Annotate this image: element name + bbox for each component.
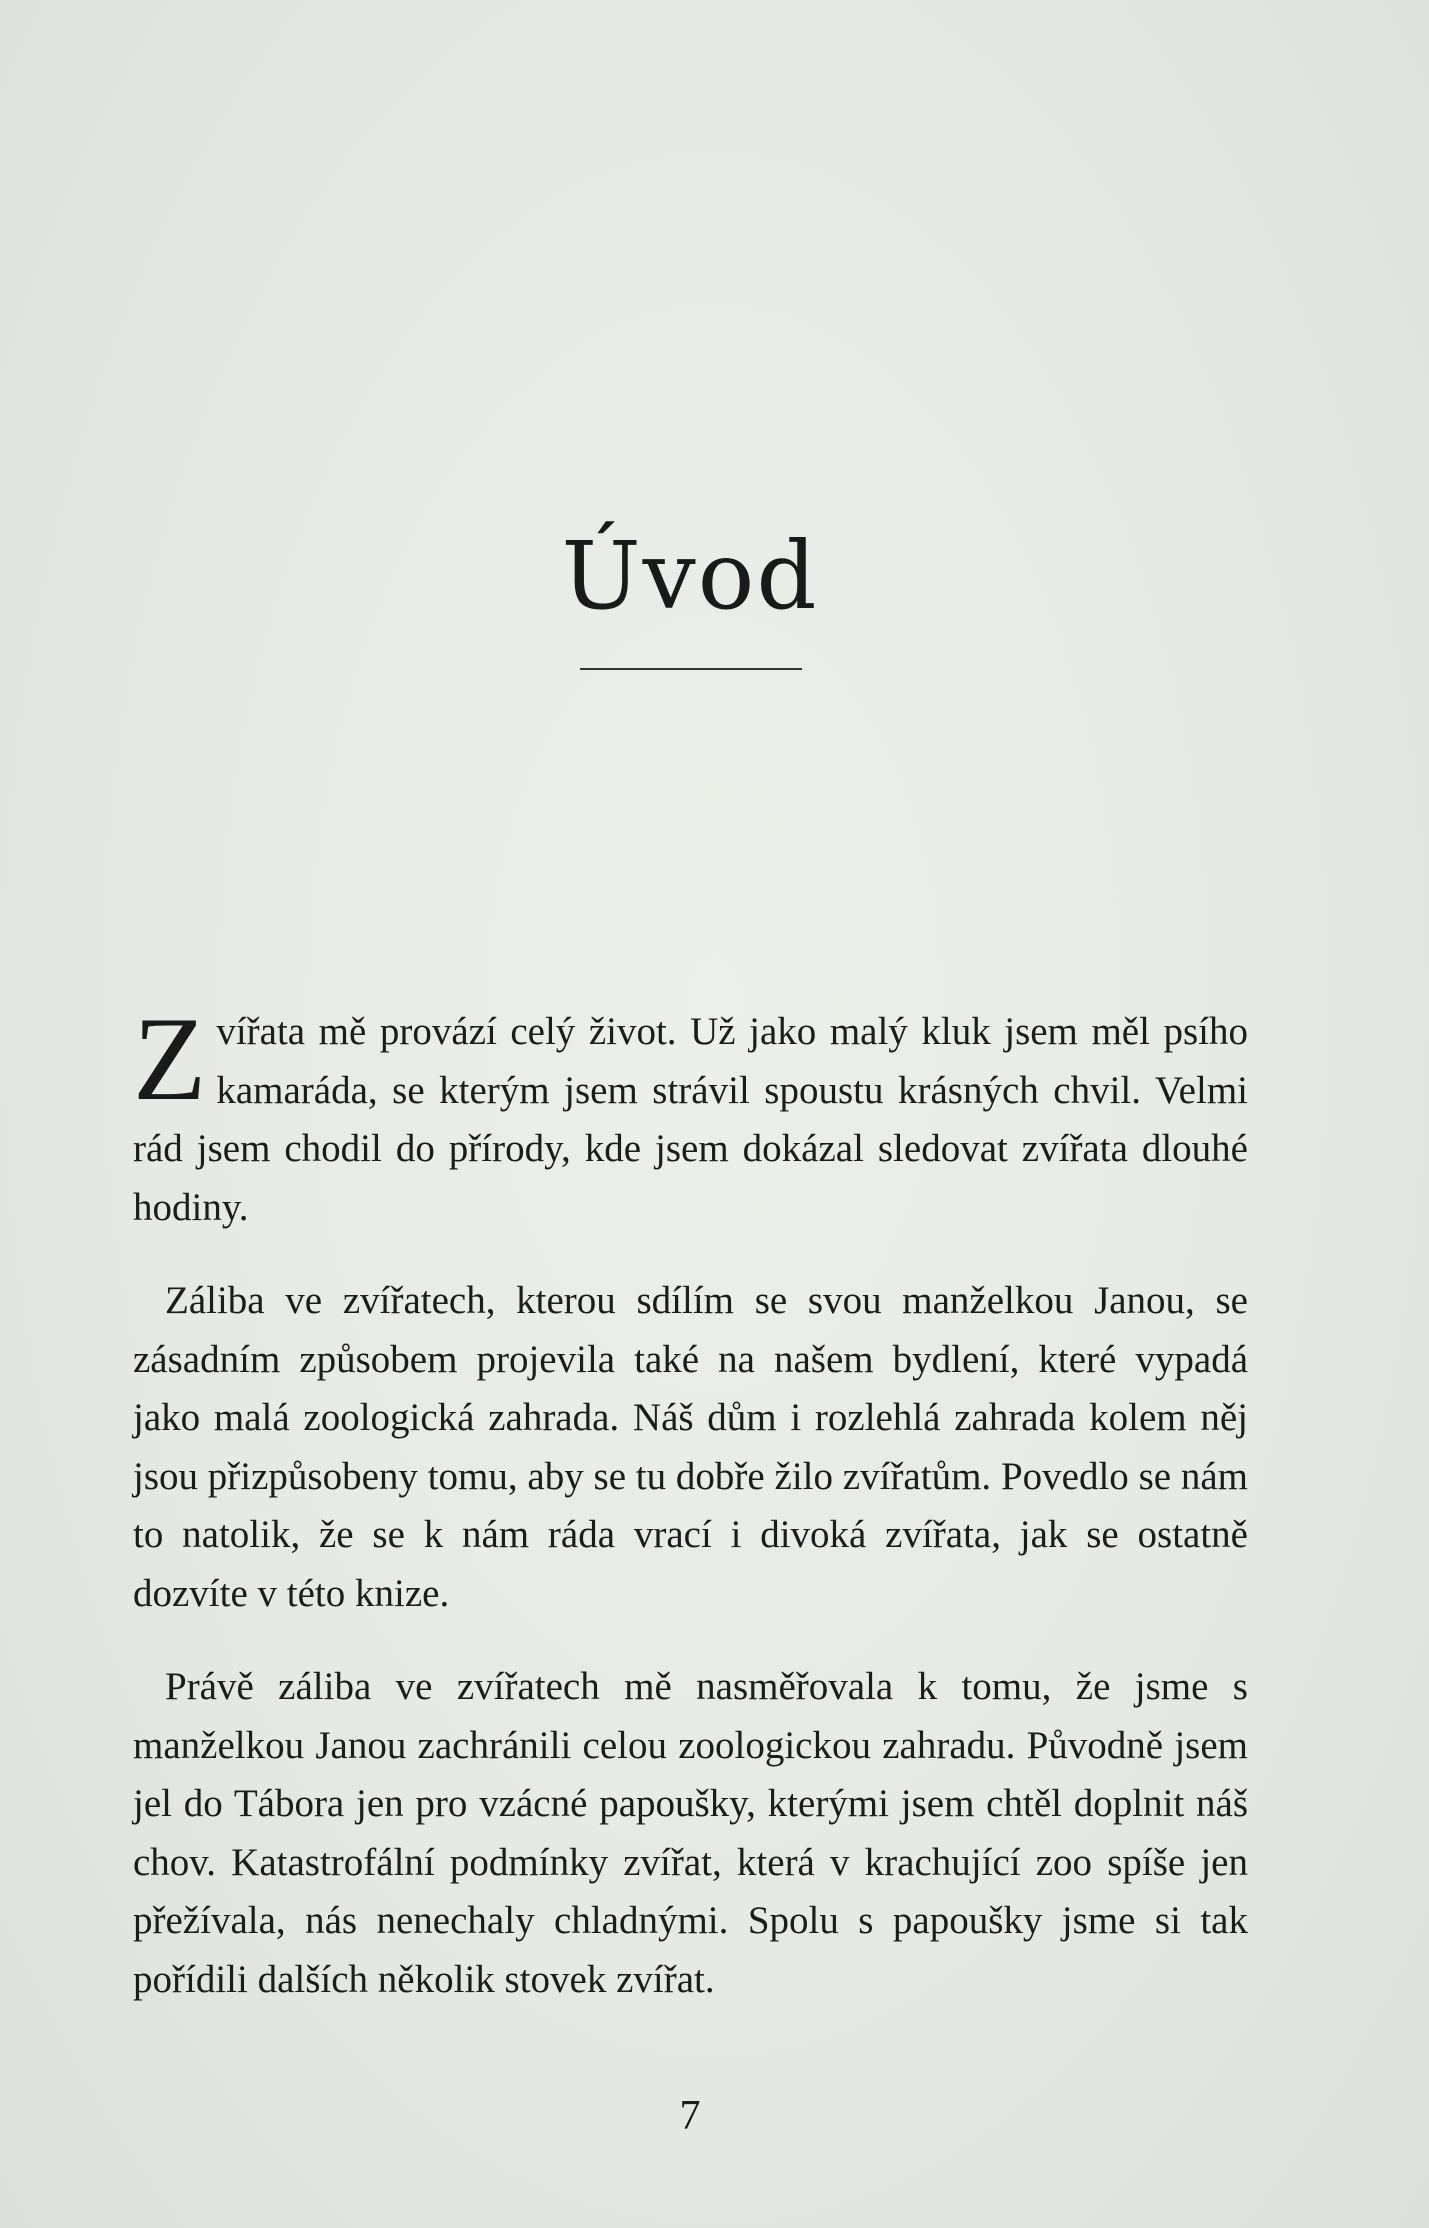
page-number: 7: [679, 2093, 701, 2139]
title-underline-rule: [580, 668, 802, 670]
paragraph-2: Záliba ve zvířatech, kterou sdílím se svou manželkou Janou, se zásadním způsobem projevila také na našem bydlení, které vypadá jako malá zoologická zahrada. Náš dům i rozlehlá zahrada kolem něj jsou přizpůsobeny tomu, aby se tu dobře žilo zvířatům. Povedlo se nám to natolik, že se k nám ráda vrací i divoká zvířata, jak se ostatně dozvíte v této knize.: [133, 1279, 1248, 1615]
drop-cap: Z: [133, 992, 207, 1125]
paragraph-3: Právě záliba ve zvířatech mě nasměřovala k tomu, že jsme s manželkou Janou zachránili celou zoologickou zahradu. Původně jsem jel do Tábora jen pro vzácné papoušky, kterými jsem chtěl doplnit náš chov. Katastrofální podmínky zvířat, která v krachující zoo spíše jen přežívala, nás nenechaly chladnými. Spolu s papoušky jsme si tak pořídili dalších několik stovek zvířat.: [133, 1665, 1248, 2001]
chapter-title: Úvod: [561, 522, 819, 631]
paragraph-1-text: vířata mě provází celý život. Už jako malý kluk jsem měl psího kamaráda, se kterým jsem strávil spoustu krásných chvil. Velmi rád jsem chodil do přírody, kde jsem dokázal sledovat zvířata dlouhé hodiny.: [133, 1010, 1248, 1229]
paragraph-1: [133, 992, 1248, 1237]
body-text: [133, 992, 1248, 2009]
